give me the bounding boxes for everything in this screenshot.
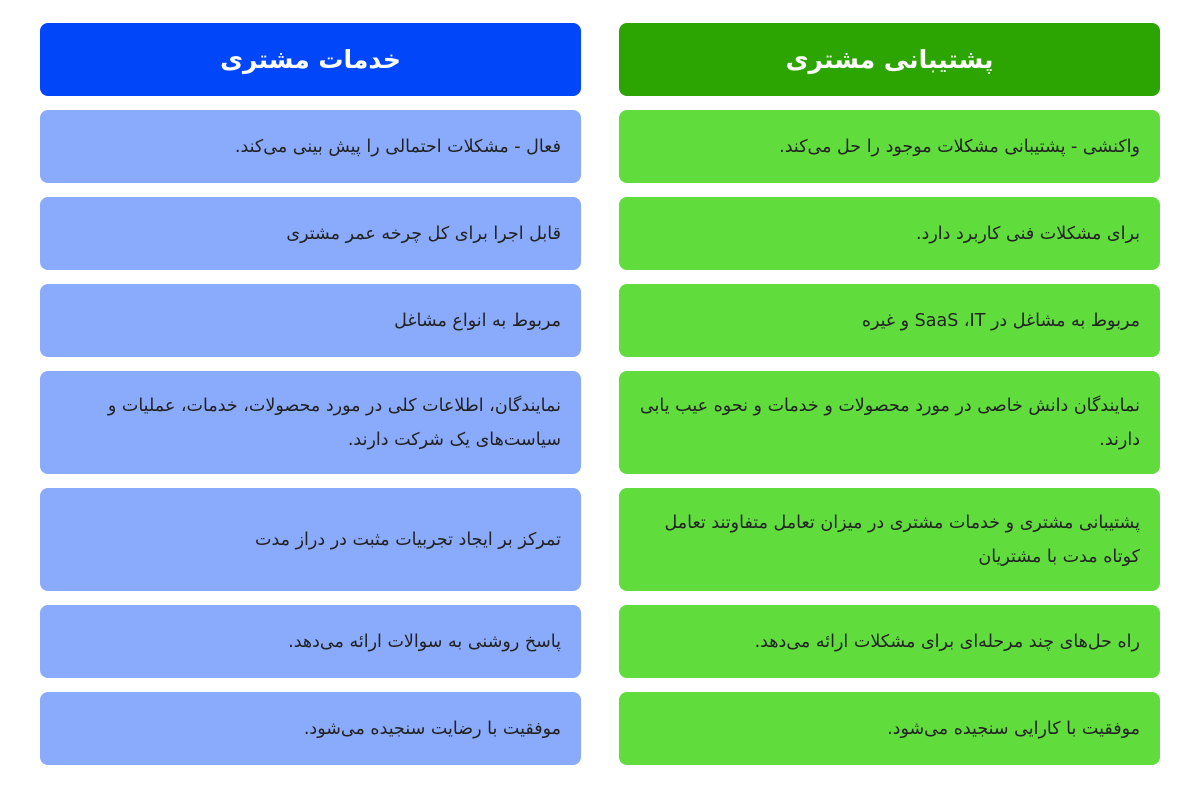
support-item-5: پشتیبانی مشتری و خدمات مشتری در میزان تعامل متفاوتند تعامل کوتاه مدت با مشتریان <box>619 488 1160 591</box>
service-item-1: فعال - مشکلات احتمالی را پیش بینی می‌کند. <box>40 110 581 183</box>
support-item-7: موفقیت با کارایی سنجیده می‌شود. <box>619 692 1160 765</box>
support-item-2: برای مشکلات فنی کاربرد دارد. <box>619 197 1160 270</box>
service-item-6: پاسخ روشنی به سوالات ارائه می‌دهد. <box>40 605 581 678</box>
support-item-3: مربوط به مشاغل در SaaS ،IT و غیره <box>619 284 1160 357</box>
support-header: پشتیبانی مشتری <box>619 23 1160 96</box>
service-header: خدمات مشتری <box>40 23 581 96</box>
service-item-3: مربوط به انواع مشاغل <box>40 284 581 357</box>
service-item-5: تمرکز بر ایجاد تجربیات مثبت در دراز مدت <box>40 488 581 591</box>
service-item-7: موفقیت با رضایت سنجیده می‌شود. <box>40 692 581 765</box>
service-column <box>40 23 581 765</box>
service-item-4: نمایندگان، اطلاعات کلی در مورد محصولات، خدمات، عملیات و سیاست‌های یک شرکت دارند. <box>40 371 581 474</box>
support-item-1: واکنشی - پشتیبانی مشکلات موجود را حل می‌کند. <box>619 110 1160 183</box>
support-item-4: نمایندگان دانش خاصی در مورد محصولات و خدمات و نحوه عیب یابی دارند. <box>619 371 1160 474</box>
service-item-2: قابل اجرا برای کل چرخه عمر مشتری <box>40 197 581 270</box>
support-item-6: راه حل‌های چند مرحله‌ای برای مشکلات ارائه می‌دهد. <box>619 605 1160 678</box>
support-column <box>619 23 1160 765</box>
